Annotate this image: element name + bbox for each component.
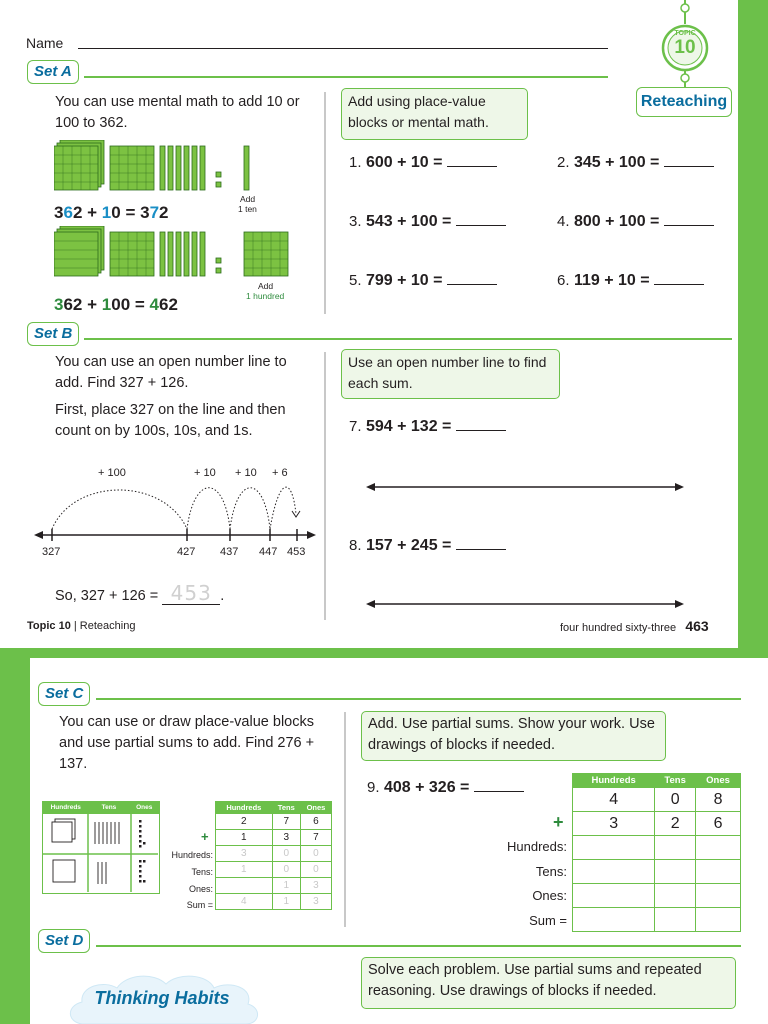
tick-label-447: 447 [259, 546, 278, 558]
topic-number: 10 [674, 37, 696, 58]
so-text: So, 327 + 126 = 453 . [55, 581, 225, 605]
table-row [573, 884, 741, 908]
partial-sum-cell: 3 [300, 878, 331, 894]
thinking-habits-cloud [62, 972, 262, 1024]
partial-sum-cell: 1 [216, 862, 273, 878]
example-plus-sign: + [201, 829, 209, 844]
set-c-label: Set C [38, 682, 90, 706]
set-c-intro: You can use or draw place-value blocks and use partial sums to add. Find 276 + 137. [59, 714, 315, 772]
reteaching-badge [636, 87, 732, 117]
problem-8: 8. 157 + 245 = [349, 536, 506, 555]
partial-sum-cell: 0 [300, 862, 331, 878]
traced-answer: 453 [162, 583, 220, 605]
answer-cell[interactable] [573, 860, 655, 884]
col-header-hundreds: Hundreds [573, 774, 655, 788]
thinking-habits-title: Thinking Habits [94, 988, 230, 1008]
answer-cell[interactable] [573, 908, 655, 932]
partial-sum-cell: 1 [272, 878, 300, 894]
row-label: Tens: [535, 863, 567, 879]
answer-blank-6[interactable] [654, 271, 704, 285]
set-b-divider [324, 352, 326, 620]
table-row [216, 894, 332, 910]
example-row-label: Sum = [186, 900, 213, 911]
footer-left: Topic 10 | Reteaching [27, 620, 136, 632]
page-gap [0, 648, 768, 658]
answer-blank-9[interactable] [474, 778, 524, 792]
set-b-label: Set B [27, 322, 79, 346]
answer-blank-1[interactable] [447, 153, 497, 167]
table-row [573, 836, 741, 860]
col-header-ones: Ones [300, 802, 331, 814]
mat-blocks-drawing [43, 814, 158, 892]
problem-6: 6. 119 + 10 = [557, 271, 704, 290]
problem-9-plus-sign: + [553, 812, 564, 832]
double-arrow-line [366, 597, 684, 611]
row-label: Ones: [532, 888, 567, 903]
set-a-rule [84, 76, 608, 78]
partial-sum-cell: 3 [216, 846, 273, 862]
problem-9-table [572, 773, 741, 932]
mat-header-tens: Tens [101, 804, 117, 811]
partial-sum-cell: 1 [272, 894, 300, 910]
table-cell: 8 [696, 788, 741, 812]
table-row [216, 830, 332, 846]
answer-cell[interactable] [696, 860, 741, 884]
table-cell: 6 [300, 814, 331, 830]
table-row [573, 908, 741, 932]
reteaching-label: Reteaching [640, 93, 728, 110]
answer-cell[interactable] [696, 884, 741, 908]
answer-blank-8[interactable] [456, 536, 506, 550]
problem-4: 4. 800 + 100 = [557, 212, 714, 231]
answer-blank-3[interactable] [456, 212, 506, 226]
name-label: Name [26, 35, 64, 51]
topic-label: TOPIC [674, 30, 696, 37]
col-header-tens: Tens [272, 802, 300, 814]
table-cell: 3 [272, 830, 300, 846]
table-cell: 1 [216, 830, 273, 846]
partial-sum-cell: 3 [300, 894, 331, 910]
table-cell: 2 [216, 814, 273, 830]
answer-cell[interactable] [655, 860, 696, 884]
col-header-tens: Tens [655, 774, 696, 788]
set-a-divider [324, 92, 326, 314]
table-cell: 2 [655, 812, 696, 836]
add-ten-sub: 1 ten [238, 204, 257, 214]
set-a-label: Set A [27, 60, 79, 84]
tick-label-427: 427 [177, 546, 196, 558]
example-row-label: Ones: [188, 883, 213, 894]
problem-9: 9. 408 + 326 = [367, 778, 524, 797]
add-ten-word: Add [240, 194, 256, 204]
equation-362-plus-10: 362 + 10 = 372 [54, 203, 169, 222]
mat-header-ones: Ones [136, 804, 153, 811]
tick-label-453: 453 [287, 546, 306, 558]
answer-blank-2[interactable] [664, 153, 714, 167]
page-edge-bar [738, 0, 768, 650]
place-value-mat [42, 801, 160, 894]
set-b-instructions: Use an open number line to find each sum. [341, 349, 560, 399]
blocks-icon [54, 226, 294, 278]
jump-label-10a: + 10 [194, 467, 216, 479]
partial-sum-cell: 4 [216, 894, 273, 910]
jump-label-100: + 100 [98, 467, 126, 479]
jump-label-6: + 6 [272, 467, 288, 479]
col-header-ones: Ones [696, 774, 741, 788]
set-b-intro-1: You can use an open number line to add. Find 327 + 126. [55, 354, 287, 391]
tick-label-327: 327 [42, 546, 61, 558]
col-header-hundreds: Hundreds [216, 802, 273, 814]
table-row [216, 846, 332, 862]
place-value-blocks-362-hundred [54, 226, 294, 283]
answer-blank-4[interactable] [664, 212, 714, 226]
table-cell: 7 [272, 814, 300, 830]
table-cell: 6 [696, 812, 741, 836]
problem-2: 2. 345 + 100 = [557, 153, 714, 172]
example-row-label: Tens: [191, 866, 213, 877]
partial-sum-cell: 0 [300, 846, 331, 862]
table-cell: 4 [573, 788, 655, 812]
set-c-instructions: Add. Use partial sums. Show your work. Use drawings of blocks if needed. [361, 711, 666, 761]
problem-5: 5. 799 + 10 = [349, 271, 497, 290]
set-d-instructions: Solve each problem. Use partial sums and repeated reasoning. Use drawings of blocks if needed. [361, 957, 736, 1009]
answer-cell[interactable] [655, 908, 696, 932]
problem-1: 1. 600 + 10 = [349, 153, 497, 172]
set-c-divider [344, 712, 346, 927]
number-line-8[interactable] [366, 597, 684, 616]
problem-3: 3. 543 + 100 = [349, 212, 506, 231]
answer-cell[interactable] [696, 836, 741, 860]
set-b-rule [84, 338, 732, 340]
table-row [573, 860, 741, 884]
answer-cell[interactable] [573, 836, 655, 860]
number-line-7[interactable] [366, 480, 684, 499]
footer-right: four hundred sixty-three 463 [560, 618, 709, 634]
topic-badge [660, 0, 710, 90]
tick-label-437: 437 [220, 546, 239, 558]
table-cell: 0 [655, 788, 696, 812]
example-partial-sums-table [215, 801, 332, 910]
set-d-label: Set D [38, 929, 90, 953]
table-cell: 7 [300, 830, 331, 846]
set-c-rule [96, 698, 741, 700]
table-cell: 3 [573, 812, 655, 836]
table-row [573, 788, 741, 812]
place-value-blocks-362 [54, 140, 254, 197]
double-arrow-line [366, 480, 684, 494]
row-label: Sum = [529, 912, 567, 928]
table-row [216, 878, 332, 894]
set-a-instructions: Add using place-value blocks or mental math. [341, 88, 528, 140]
answer-cell[interactable] [655, 836, 696, 860]
set-b-intro-2: First, place 327 on the line and then count on by 100s, 10s, and 1s. [55, 402, 286, 439]
answer-cell[interactable] [696, 908, 741, 932]
partial-sum-cell: 0 [272, 862, 300, 878]
answer-blank-5[interactable] [447, 271, 497, 285]
jump-label-10b: + 10 [235, 467, 257, 479]
row-label: Hundreds: [507, 839, 567, 854]
answer-cell[interactable] [573, 884, 655, 908]
example-row-label: Hundreds: [171, 850, 213, 860]
table-row [216, 862, 332, 878]
table-row [216, 814, 332, 830]
mat-header-hundreds: Hundreds [50, 804, 81, 811]
partial-sum-cell [216, 878, 273, 894]
add-hundred-word: Add [258, 281, 274, 291]
partial-sum-cell: 0 [272, 846, 300, 862]
equation-362-plus-100: 362 + 100 = 462 [54, 295, 178, 314]
set-d-rule [96, 945, 741, 947]
answer-cell[interactable] [655, 884, 696, 908]
blocks-icon [54, 140, 254, 192]
page-left-edge-bar [0, 648, 30, 1024]
problem-7: 7. 594 + 132 = [349, 417, 506, 436]
add-hundred-sub: 1 hundred [246, 291, 285, 301]
table-row [573, 812, 741, 836]
name-line[interactable] [78, 48, 608, 49]
set-a-intro: You can use mental math to add 10 or 100 to 362. [55, 94, 300, 131]
answer-blank-7[interactable] [456, 417, 506, 431]
